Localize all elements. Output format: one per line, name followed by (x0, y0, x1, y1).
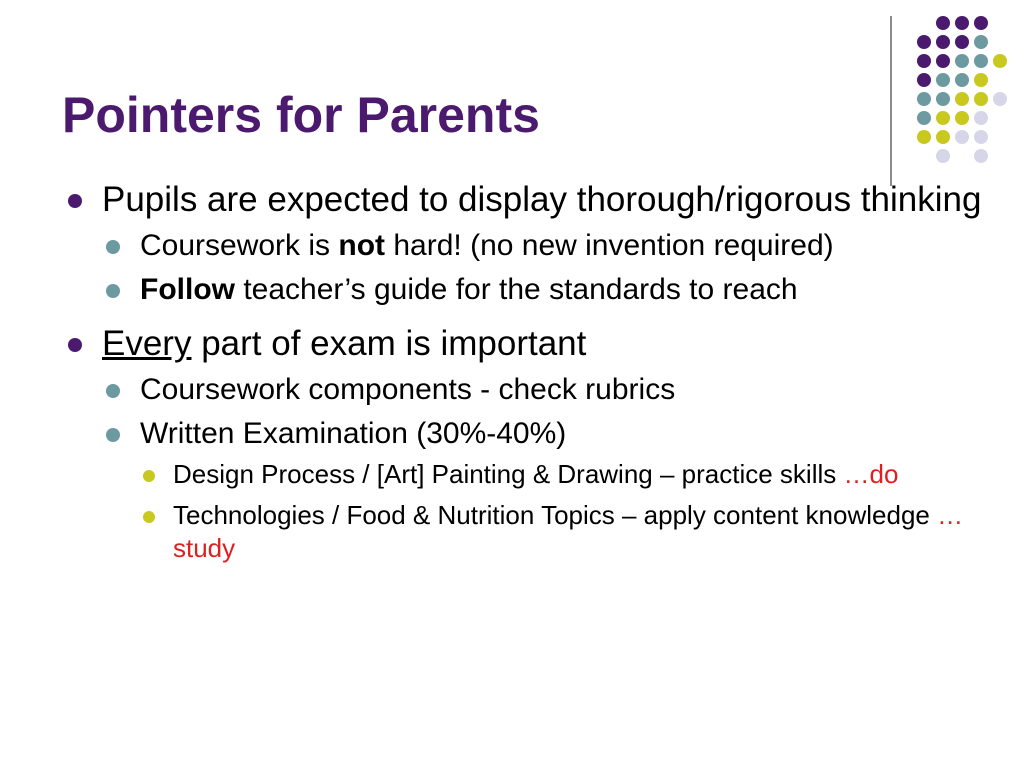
decorative-dot (974, 92, 988, 106)
decorative-dot (955, 73, 969, 87)
decorative-dot (993, 92, 1007, 106)
decorative-dot (955, 35, 969, 49)
bullet-icon (106, 240, 120, 254)
decorative-dot (955, 92, 969, 106)
bullet-icon (68, 194, 82, 208)
decorative-dot (917, 35, 931, 49)
bullet-item-level1 (62, 178, 982, 222)
bullet-icon (143, 511, 155, 523)
bullet-text-post: part of exam is important (191, 324, 587, 363)
decorative-dot (917, 130, 931, 144)
bullet-text: Technologies / Food & Nutrition Topics – apply content knowledge (173, 500, 938, 530)
decorative-dot (936, 35, 950, 49)
bullet-text-underlined: Every (102, 324, 192, 363)
bullet-list (62, 178, 982, 573)
bullet-text-post: hard! (no new invention required) (385, 229, 834, 262)
bullet-text-post: teacher’s guide for the standards to reach (234, 273, 798, 306)
bullet-icon (106, 284, 120, 298)
decorative-dot (936, 130, 950, 144)
decorative-dot (936, 16, 950, 30)
decorative-dot (974, 35, 988, 49)
bullet-text-bold: Follow (140, 273, 235, 306)
decorative-dot (974, 130, 988, 144)
bullet-item-level3 (62, 499, 982, 565)
decorative-dot (936, 149, 950, 163)
bullet-text-red: …do (843, 459, 899, 489)
bullet-text-pre: Coursework is (140, 229, 339, 262)
bullet-text: Written Examination (30%-40%) (140, 417, 567, 450)
decorative-dot (974, 16, 988, 30)
bullet-item-level2 (62, 270, 982, 310)
bullet-text: Coursework components - check rubrics (140, 373, 676, 406)
bullet-item-level2 (62, 370, 982, 410)
bullet-item-level2 (62, 226, 982, 266)
decorative-dot (974, 111, 988, 125)
decorative-dot (917, 92, 931, 106)
decorative-dot (955, 111, 969, 125)
decorative-dot (936, 111, 950, 125)
decorative-dot (974, 73, 988, 87)
decorative-dot (955, 130, 969, 144)
decorative-dot (955, 16, 969, 30)
bullet-text: Pupils are expected to display thorough/rigorous thinking (102, 180, 982, 219)
bullet-text-red: …study (173, 500, 964, 563)
decorative-dot (936, 54, 950, 68)
bullet-text-bold: not (338, 229, 386, 262)
decorative-dot (917, 73, 931, 87)
decorative-dot (955, 54, 969, 68)
bullet-item-level1 (62, 322, 982, 366)
bullet-icon (68, 338, 82, 352)
decorative-dot (993, 54, 1007, 68)
vertical-divider (890, 16, 892, 186)
decorative-dot (917, 111, 931, 125)
decorative-dot (936, 73, 950, 87)
bullet-icon (106, 384, 120, 398)
decorative-dot (917, 54, 931, 68)
decorative-dot (974, 149, 988, 163)
slide-title: Pointers for Parents (62, 87, 540, 143)
bullet-text: Design Process / [Art] Painting & Drawing – practice skills (173, 459, 844, 489)
bullet-icon (106, 428, 120, 442)
bullet-icon (143, 470, 155, 482)
decorative-dot (936, 92, 950, 106)
bullet-item-level3 (62, 458, 982, 491)
bullet-item-level2 (62, 414, 982, 454)
decorative-dot (974, 54, 988, 68)
